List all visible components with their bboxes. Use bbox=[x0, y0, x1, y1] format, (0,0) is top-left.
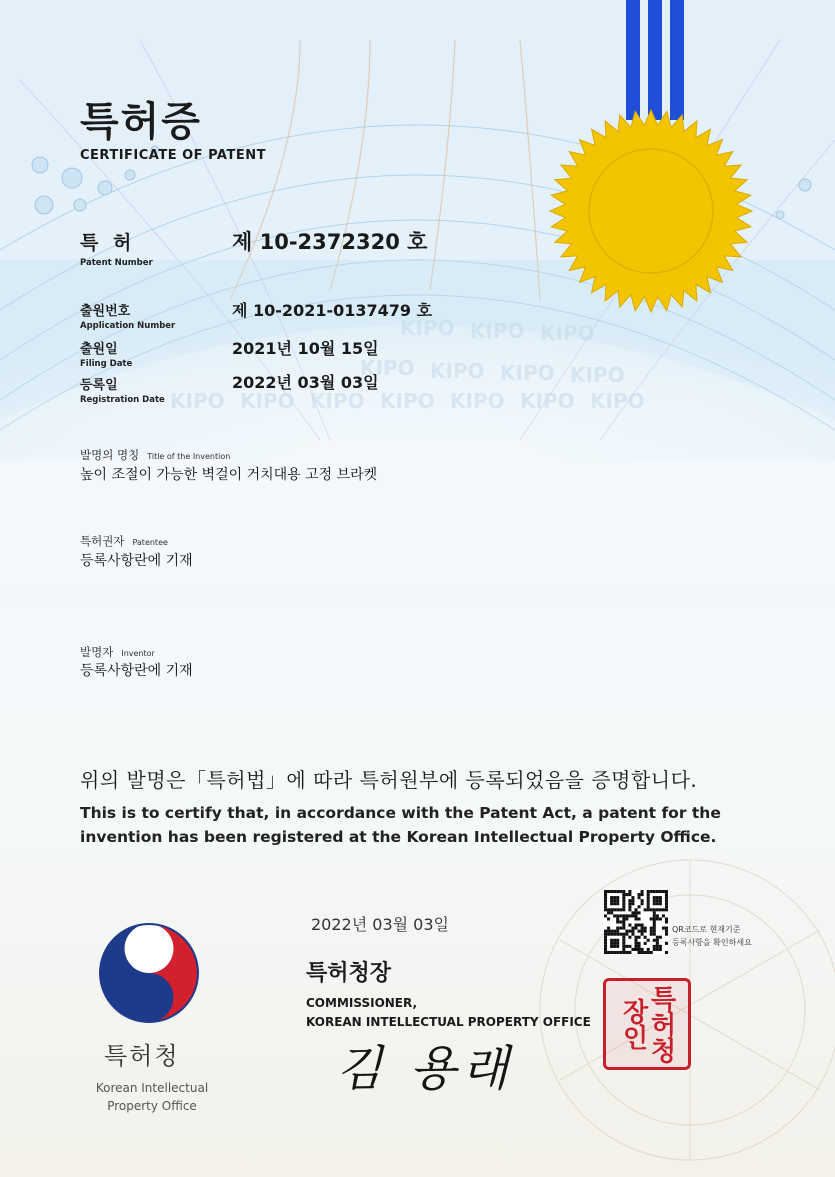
svg-text:KIPO: KIPO bbox=[310, 389, 365, 413]
invention-title-value: 높이 조절이 가능한 벽걸이 거치대용 고정 브라켓 bbox=[80, 467, 378, 483]
svg-text:KIPO: KIPO bbox=[170, 389, 225, 413]
filing-date-label: 출원일 Filing Date bbox=[80, 342, 133, 369]
ribbon-stripe bbox=[648, 0, 662, 120]
svg-text:KIPO: KIPO bbox=[360, 356, 415, 380]
certification-statement-en-line1: This is to certify that, in accordance with the Patent Act, a patent for the bbox=[80, 804, 721, 822]
registration-date-label: 등록일 Registration Date bbox=[80, 378, 165, 405]
office-name-en-line1: Korean Intellectual bbox=[95, 1081, 209, 1095]
svg-text:KIPO: KIPO bbox=[400, 316, 455, 340]
commissioner-signature: 김 용래 bbox=[336, 1041, 515, 1097]
svg-text:KIPO: KIPO bbox=[430, 359, 485, 383]
certificate-title: 특허증 bbox=[80, 99, 202, 145]
certification-statement-ko: 위의 발명은「특허법」에 따라 특허원부에 등록되었음을 증명합니다. bbox=[80, 768, 698, 792]
inventor-value: 등록사항란에 기재 bbox=[80, 663, 193, 679]
svg-text:KIPO: KIPO bbox=[450, 389, 505, 413]
patentee-value: 등록사항란에 기재 bbox=[80, 553, 193, 569]
commissioner-title-en-line1: COMMISSIONER, bbox=[306, 996, 418, 1010]
application-number-value: 제 10-2021-0137479 호 bbox=[232, 301, 433, 320]
registration-date-value: 2022년 03월 03일 bbox=[232, 373, 379, 392]
certificate-subtitle: CERTIFICATE OF PATENT bbox=[80, 148, 266, 163]
patentee-label: 특허권자 Patentee bbox=[80, 534, 168, 548]
office-name-ko: 특허청 bbox=[104, 1042, 180, 1070]
ribbon-stripe bbox=[626, 0, 640, 120]
svg-text:KIPO: KIPO bbox=[470, 319, 525, 343]
application-number-label: 출원번호 Application Number bbox=[80, 304, 176, 331]
ribbon-stripe bbox=[670, 0, 684, 120]
patent-number-value: 제 10-2372320 호 bbox=[232, 230, 428, 254]
commissioner-title-ko: 특허청장 bbox=[306, 961, 392, 986]
office-name-en-line2: Property Office bbox=[107, 1099, 197, 1113]
gold-seal bbox=[548, 108, 754, 314]
svg-text:KIPO: KIPO bbox=[520, 389, 575, 413]
official-stamp: 특허청장인 bbox=[603, 978, 691, 1070]
commissioner-title-en-line2: KOREAN INTELLECTUAL PROPERTY OFFICE bbox=[306, 1015, 591, 1029]
certification-statement-en-line2: invention has been registered at the Korean Intellectual Property Office. bbox=[80, 828, 717, 846]
issue-date: 2022년 03월 03일 bbox=[311, 915, 449, 934]
svg-text:KIPO: KIPO bbox=[590, 389, 645, 413]
patent-number-label: 특 허 Patent Number bbox=[80, 232, 153, 268]
svg-text:KIPO: KIPO bbox=[240, 389, 295, 413]
svg-text:KIPO: KIPO bbox=[380, 389, 435, 413]
qr-note-line1: QR코드로 현재기준 bbox=[672, 925, 741, 934]
filing-date-value: 2021년 10월 15일 bbox=[232, 339, 379, 358]
svg-text:KIPO: KIPO bbox=[500, 361, 555, 385]
invention-title-label: 발명의 명칭 Title of the Invention bbox=[80, 448, 231, 462]
qr-note-line2: 등록사항을 확인하세요 bbox=[672, 938, 752, 947]
kipo-logo-icon bbox=[98, 922, 200, 1024]
qr-code[interactable] bbox=[604, 890, 668, 954]
svg-text:KIPO: KIPO bbox=[570, 363, 625, 387]
svg-text:KIPO: KIPO bbox=[540, 321, 595, 345]
inventor-label: 발명자 Inventor bbox=[80, 645, 155, 659]
